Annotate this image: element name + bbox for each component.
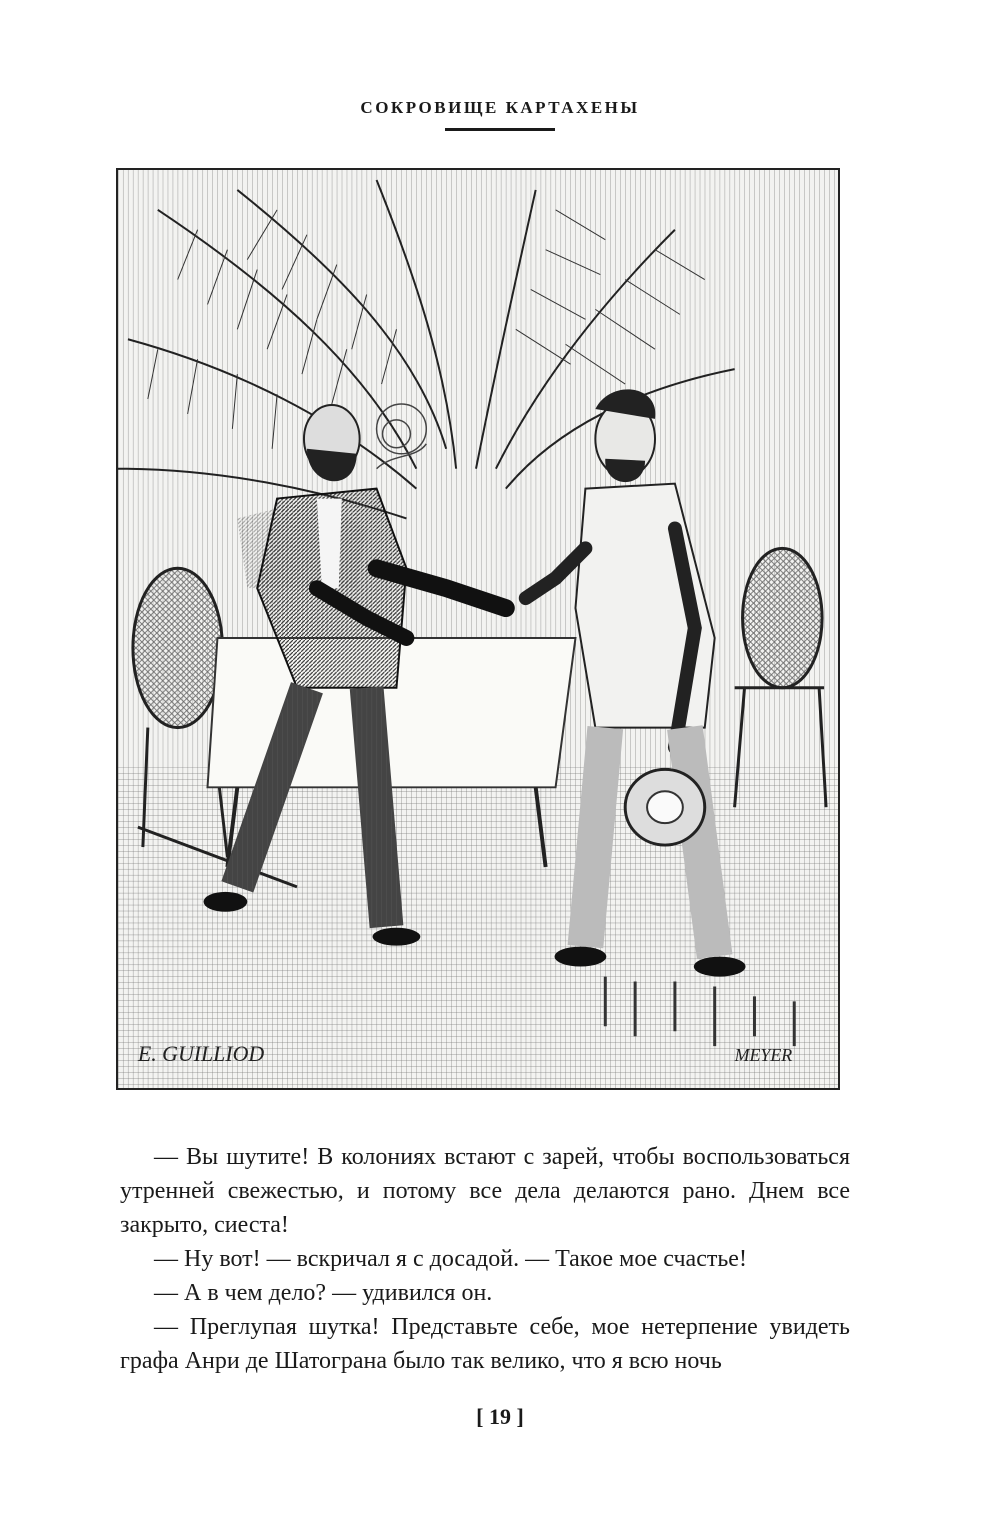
- body-text: [120, 1140, 850, 1378]
- page-number: [ 19 ]: [476, 1404, 524, 1429]
- engraving-illustration: [116, 168, 840, 1090]
- floor-hatching: [118, 767, 838, 1088]
- paragraph: — А в чем дело? — удивился он.: [154, 1280, 493, 1306]
- running-head-title: СОКРОВИЩЕ КАРТАХЕНЫ: [360, 98, 640, 117]
- signature-right: MEYER: [734, 1045, 793, 1066]
- header-rule: [445, 128, 555, 131]
- paragraph: — Вы шутите! В колониях встают с зарей, чтобы воспользоваться утренней свежестью, и потому все дела делаются рано. Днем все закрыто, сиеста!: [120, 1144, 850, 1238]
- paragraph: — Ну вот! — вскричал я с досадой. — Такое мое счастье!: [154, 1246, 747, 1272]
- signature-left: E. GUILLIOD: [137, 1041, 265, 1067]
- engraving-svg: [118, 170, 838, 1088]
- paragraph: — Преглупая шутка! Представьте себе, мое нетерпение увидеть графа Анри де Шатограна было так велико, что я всю ночь: [120, 1314, 850, 1374]
